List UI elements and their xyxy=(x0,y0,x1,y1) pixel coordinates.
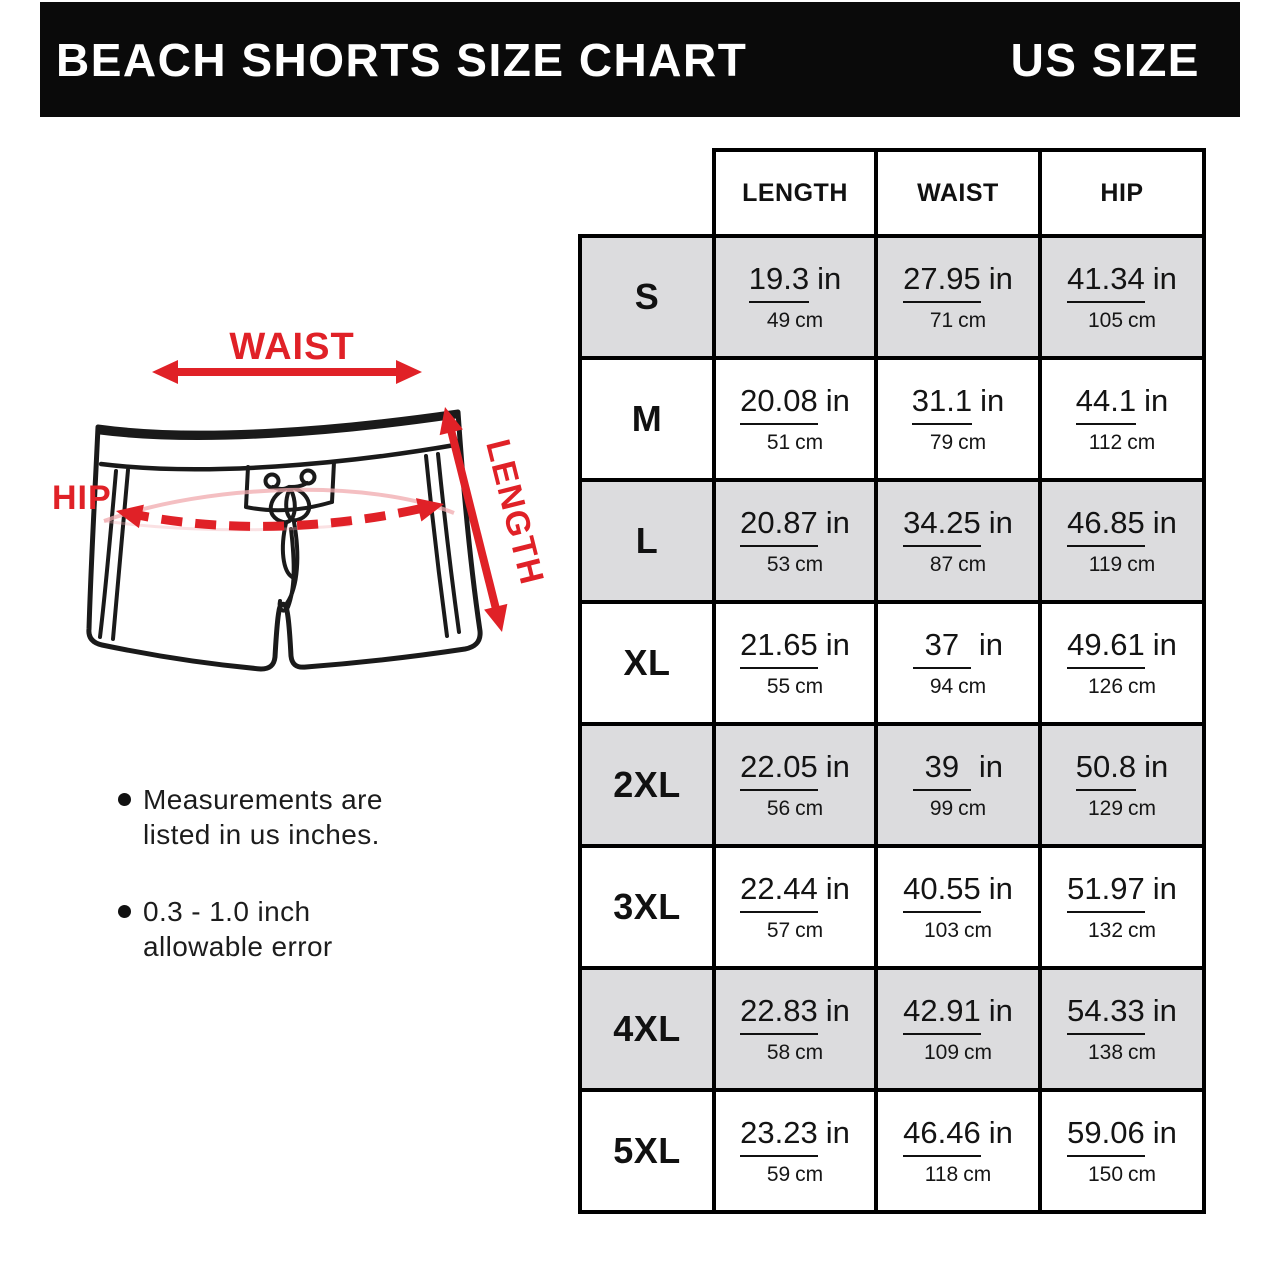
value-inches: 22.44 in xyxy=(717,873,873,913)
value-inches: 40.55 in xyxy=(879,873,1037,913)
hip-cell xyxy=(1040,968,1204,1090)
value-cm: 150 cm xyxy=(1087,1163,1157,1186)
value-cm: 118 cm xyxy=(924,1163,992,1186)
table-row xyxy=(580,602,1204,724)
value-cm: 55 cm xyxy=(766,675,824,698)
hip-cell xyxy=(1040,602,1204,724)
value-inches: 19.3 in xyxy=(717,263,873,303)
note-text: 0.3 - 1.0 inch allowable error xyxy=(143,896,333,962)
value-inches: 20.08 in xyxy=(717,385,873,425)
value-inches: 31.1 in xyxy=(879,385,1037,425)
value-inches: 34.25 in xyxy=(879,507,1037,547)
value-inches: 22.83 in xyxy=(717,995,873,1035)
column-header-length: LENGTH xyxy=(714,150,876,236)
waist-label: WAIST xyxy=(229,326,355,368)
value-inches: 46.46 in xyxy=(879,1117,1037,1157)
size-label: 2XL xyxy=(580,724,714,846)
size-label: 5XL xyxy=(580,1090,714,1212)
hip-cell xyxy=(1040,236,1204,358)
value-inches: 27.95 in xyxy=(879,263,1037,303)
value-inches: 20.87 in xyxy=(717,507,873,547)
length-cell xyxy=(714,968,876,1090)
hip-label: HIP xyxy=(52,479,112,517)
value-inches: 37 in xyxy=(879,629,1037,669)
waist-cell xyxy=(876,236,1040,358)
size-table xyxy=(578,148,1206,1214)
value-cm: 99 cm xyxy=(929,797,987,820)
value-cm: 71 cm xyxy=(929,309,987,332)
waist-cell xyxy=(876,846,1040,968)
table-row xyxy=(580,1090,1204,1212)
value-inches: 42.91 in xyxy=(879,995,1037,1035)
length-cell xyxy=(714,846,876,968)
value-cm: 58 cm xyxy=(766,1041,824,1064)
shorts-line-art xyxy=(89,412,480,669)
length-cell xyxy=(714,480,876,602)
title-bar xyxy=(40,2,1240,117)
length-label: LENGTH xyxy=(478,435,552,590)
shorts-measurement-diagram xyxy=(40,315,560,715)
hip-cell xyxy=(1040,358,1204,480)
size-label: L xyxy=(580,480,714,602)
length-cell xyxy=(714,602,876,724)
value-cm: 109 cm xyxy=(923,1041,993,1064)
value-cm: 53 cm xyxy=(766,553,824,576)
length-cell xyxy=(714,724,876,846)
hip-cell xyxy=(1040,480,1204,602)
value-cm: 56 cm xyxy=(766,797,824,820)
value-inches: 46.85 in xyxy=(1043,507,1201,547)
value-cm: 87 cm xyxy=(929,553,987,576)
column-header-waist: WAIST xyxy=(876,150,1040,236)
hip-cell xyxy=(1040,724,1204,846)
table-row xyxy=(580,358,1204,480)
note-measurements xyxy=(118,782,478,852)
value-cm: 126 cm xyxy=(1087,675,1157,698)
value-cm: 94 cm xyxy=(929,675,987,698)
value-cm: 59 cm xyxy=(766,1163,824,1186)
value-cm: 103 cm xyxy=(923,919,993,942)
value-cm: 112 cm xyxy=(1088,431,1156,454)
notes-list xyxy=(118,782,478,1006)
note-allowable-error xyxy=(118,894,478,964)
value-inches: 39 in xyxy=(879,751,1037,791)
size-label: S xyxy=(580,236,714,358)
length-cell xyxy=(714,358,876,480)
size-label: XL xyxy=(580,602,714,724)
table-row xyxy=(580,236,1204,358)
length-cell xyxy=(714,236,876,358)
table-row xyxy=(580,480,1204,602)
value-inches: 49.61 in xyxy=(1043,629,1201,669)
waist-cell xyxy=(876,480,1040,602)
value-cm: 129 cm xyxy=(1087,797,1157,820)
value-cm: 138 cm xyxy=(1087,1041,1157,1064)
value-cm: 49 cm xyxy=(766,309,824,332)
size-label: M xyxy=(580,358,714,480)
header-row xyxy=(580,150,1204,236)
column-header-hip: HIP xyxy=(1040,150,1204,236)
note-text: Measurements are listed in us inches. xyxy=(143,784,383,850)
value-inches: 50.8 in xyxy=(1043,751,1201,791)
size-label: 4XL xyxy=(580,968,714,1090)
value-inches: 22.05 in xyxy=(717,751,873,791)
waist-cell xyxy=(876,602,1040,724)
bullet-dot-icon xyxy=(118,905,131,918)
value-inches: 23.23 in xyxy=(717,1117,873,1157)
value-cm: 51 cm xyxy=(766,431,824,454)
value-inches: 21.65 in xyxy=(717,629,873,669)
bullet-dot-icon xyxy=(118,793,131,806)
waist-cell xyxy=(876,968,1040,1090)
table-row xyxy=(580,968,1204,1090)
value-cm: 79 cm xyxy=(929,431,987,454)
region-size-badge: US SIZE xyxy=(1010,33,1200,86)
value-cm: 105 cm xyxy=(1087,309,1157,332)
waist-cell xyxy=(876,1090,1040,1212)
value-inches: 59.06 in xyxy=(1043,1117,1201,1157)
value-cm: 132 cm xyxy=(1087,919,1157,942)
value-inches: 44.1 in xyxy=(1043,385,1201,425)
value-inches: 41.34 in xyxy=(1043,263,1201,303)
value-cm: 57 cm xyxy=(766,919,824,942)
hip-cell xyxy=(1040,1090,1204,1212)
length-cell xyxy=(714,1090,876,1212)
size-table-body xyxy=(580,236,1204,1212)
corner-cell xyxy=(580,150,714,236)
hip-cell xyxy=(1040,846,1204,968)
value-inches: 51.97 in xyxy=(1043,873,1201,913)
size-label: 3XL xyxy=(580,846,714,968)
value-inches: 54.33 in xyxy=(1043,995,1201,1035)
value-cm: 119 cm xyxy=(1088,553,1156,576)
table-row xyxy=(580,846,1204,968)
page-title: BEACH SHORTS SIZE CHART xyxy=(56,33,748,86)
waist-cell xyxy=(876,358,1040,480)
waist-cell xyxy=(876,724,1040,846)
table-row xyxy=(580,724,1204,846)
